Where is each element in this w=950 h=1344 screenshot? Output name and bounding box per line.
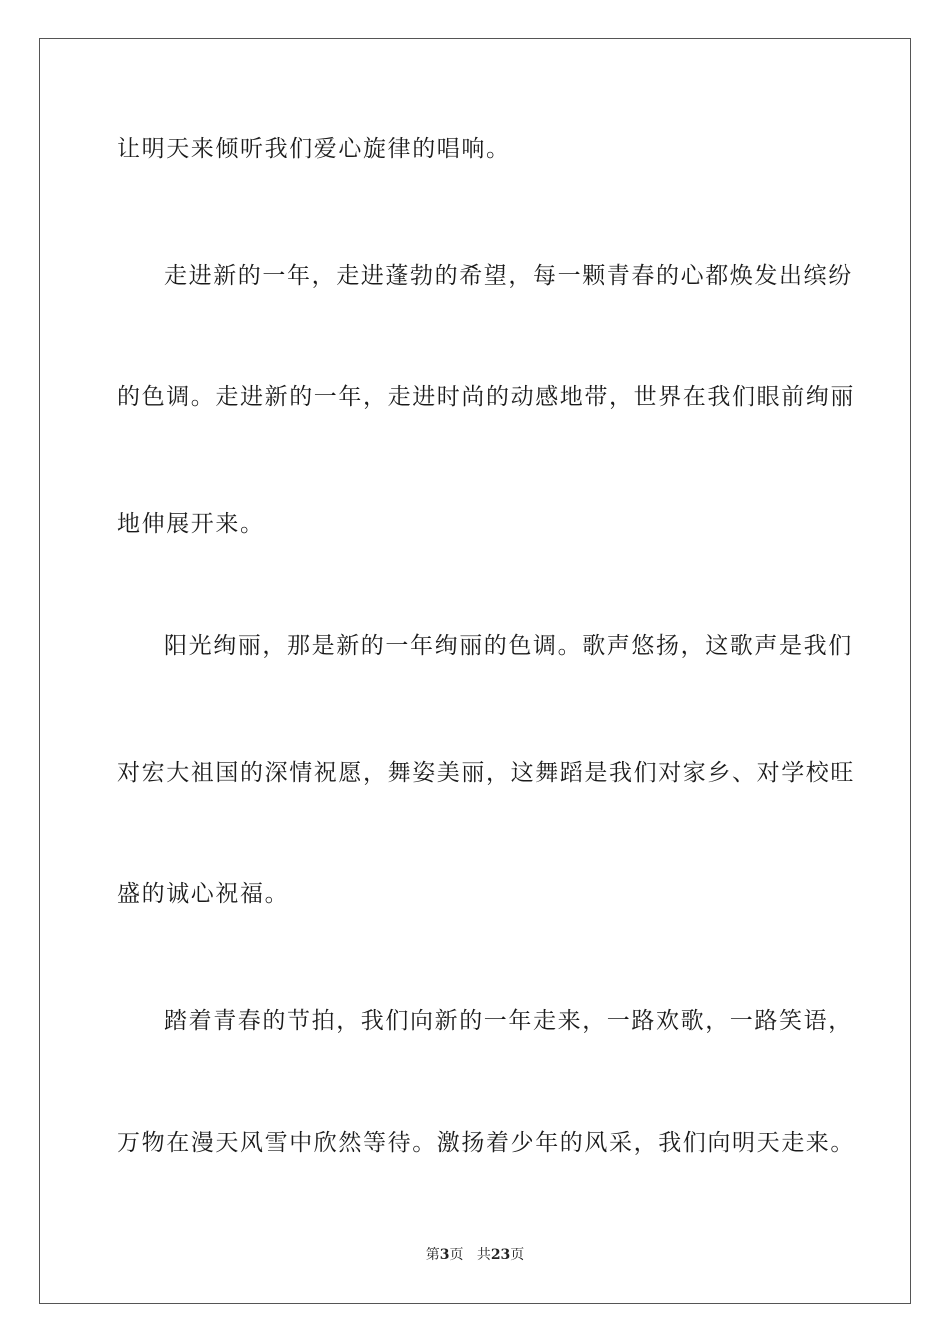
page-number: 3 (439, 1247, 450, 1263)
paragraph-line: 的色调。走进新的一年，走进时尚的动感地带，世界在我们眼前绚丽 (117, 384, 855, 410)
paragraph-line: 万物在漫天风雪中欣然等待。激扬着少年的风采，我们向明天走来。 (117, 1130, 855, 1156)
page-suffix: 页 (449, 1247, 464, 1263)
paragraph-line: 地伸展开来。 (117, 511, 265, 537)
total-pages: 23 (490, 1247, 511, 1263)
paragraph-line: 阳光绚丽，那是新的一年绚丽的色调。歌声悠扬，这歌声是我们 (164, 633, 853, 659)
paragraph-line: 对宏大祖国的深情祝愿，舞姿美丽，这舞蹈是我们对家乡、对学校旺 (117, 760, 855, 786)
total-prefix: 共 (476, 1247, 491, 1263)
paragraph-line: 让明天来倾听我们爱心旋律的唱响。 (117, 136, 511, 162)
page-border (39, 38, 911, 1304)
page-footer (0, 1245, 950, 1265)
paragraph-line: 盛的诚心祝福。 (117, 881, 290, 907)
paragraph-line: 走进新的一年，走进蓬勃的希望，每一颗青春的心都焕发出缤纷 (164, 263, 853, 289)
total-suffix: 页 (510, 1247, 525, 1263)
page-prefix: 第 (425, 1247, 440, 1263)
paragraph-line: 踏着青春的节拍，我们向新的一年走来，一路欢歌，一路笑语， (164, 1008, 853, 1034)
